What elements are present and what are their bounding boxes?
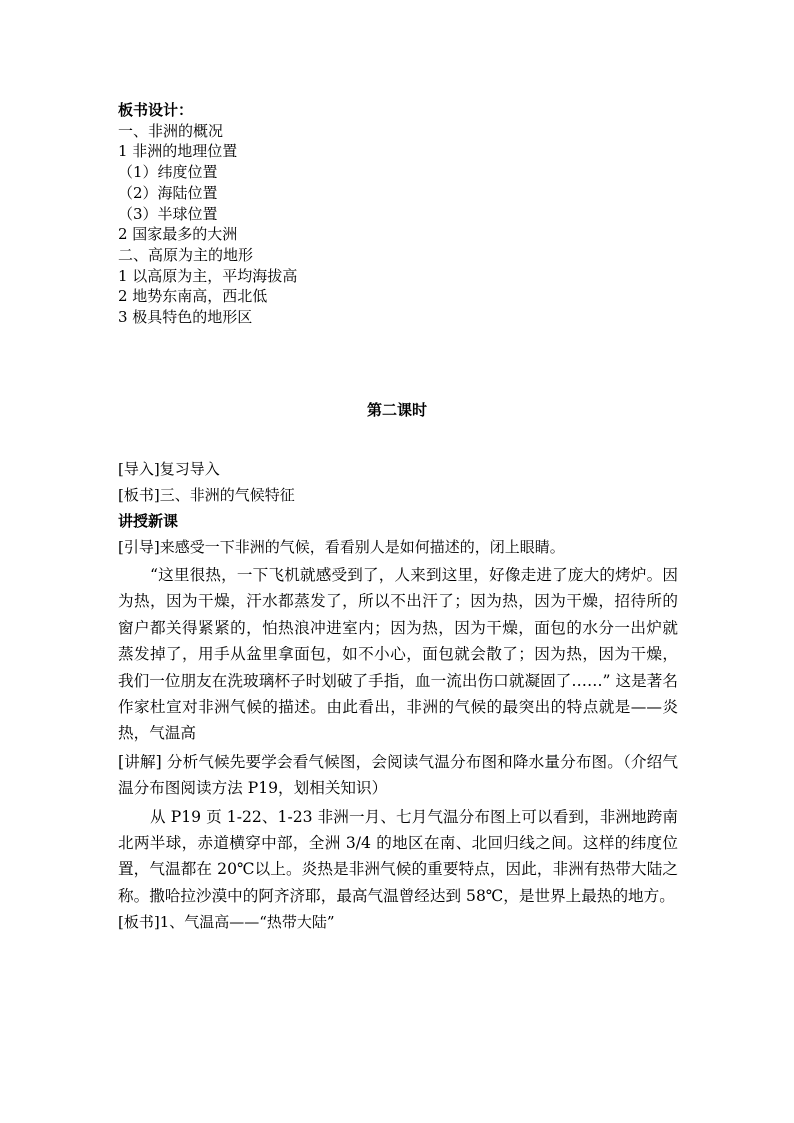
outline-line: 2 地势东南高，西北低 bbox=[118, 287, 268, 306]
outline-line: 一、非洲的概况 bbox=[118, 121, 224, 140]
board-line-2: [板书]1、气温高——“热带大陆” bbox=[118, 913, 335, 932]
outline-line: 1 以高原为主，平均海拔高 bbox=[118, 266, 298, 285]
board-line: [板书]三、非洲的气候特征 bbox=[118, 486, 295, 504]
outline-line: （2）海陆位置 bbox=[118, 183, 218, 202]
outline-line: 1 非洲的地理位置 bbox=[118, 142, 238, 161]
intro-line: [导入]复习导入 bbox=[118, 460, 220, 478]
new-lesson-heading: 讲授新课 bbox=[118, 512, 179, 530]
outline-line: （3）半球位置 bbox=[118, 204, 218, 223]
outline-line: 2 国家最多的大洲 bbox=[118, 225, 238, 244]
lesson-title: 第二课时 bbox=[366, 401, 427, 419]
board-design-outline bbox=[118, 100, 678, 328]
outline-heading: 板书设计： bbox=[118, 101, 194, 119]
outline-line: 3 极具特色的地形区 bbox=[118, 308, 253, 327]
lesson-body bbox=[118, 456, 678, 935]
lecture-paragraph: [讲解] 分析气候先要学会看气候图，会阅读气温分布图和降水量分布图。（介绍气温分布图阅读方法 P19，划相关知识） bbox=[118, 752, 678, 798]
quote-paragraph: “这里很热，一下飞机就感受到了，人来到这里，好像走进了庞大的烤炉。因为热，因为干燥，汗水都蒸发了，所以不出汗了；因为热，因为干燥，招待所的窗户都关得紧紧的，怕热浪冲进室内；因为热，因为干燥，面包的水分一出炉就蒸发掉了，用手从盆里拿面包，如不小心，面包就会散了；因为热，因为干燥，我们一位朋友在洗玻璃杯子时划破了手指，血一流出伤口就凝固了……” 这是著名作家杜宣对非洲气候的描述。由此看出，非洲的气候的最突出的特点就是——炎热，气温高 bbox=[118, 566, 678, 743]
outline-line: 二、高原为主的地形 bbox=[118, 245, 254, 264]
analysis-paragraph: 从 P19 页 1-22、1-23 非洲一月、七月气温分布图上可以看到，非洲地跨南北两半球，赤道横穿中部，全洲 3/4 的地区在南、北回归线之间。这样的纬度位置，气温都在 20℃以上。炎热是非洲气候的重要特点，因此，非洲有热带大陆之称。撒哈拉沙漠中的阿齐济耶，最高气温曾经达到 58℃，是世界上最热的地方。 bbox=[118, 807, 678, 905]
outline-line: （1）纬度位置 bbox=[118, 163, 218, 182]
guide-line: [引导]来感受一下非洲的气候，看看别人是如何描述的，闭上眼睛。 bbox=[118, 538, 565, 556]
